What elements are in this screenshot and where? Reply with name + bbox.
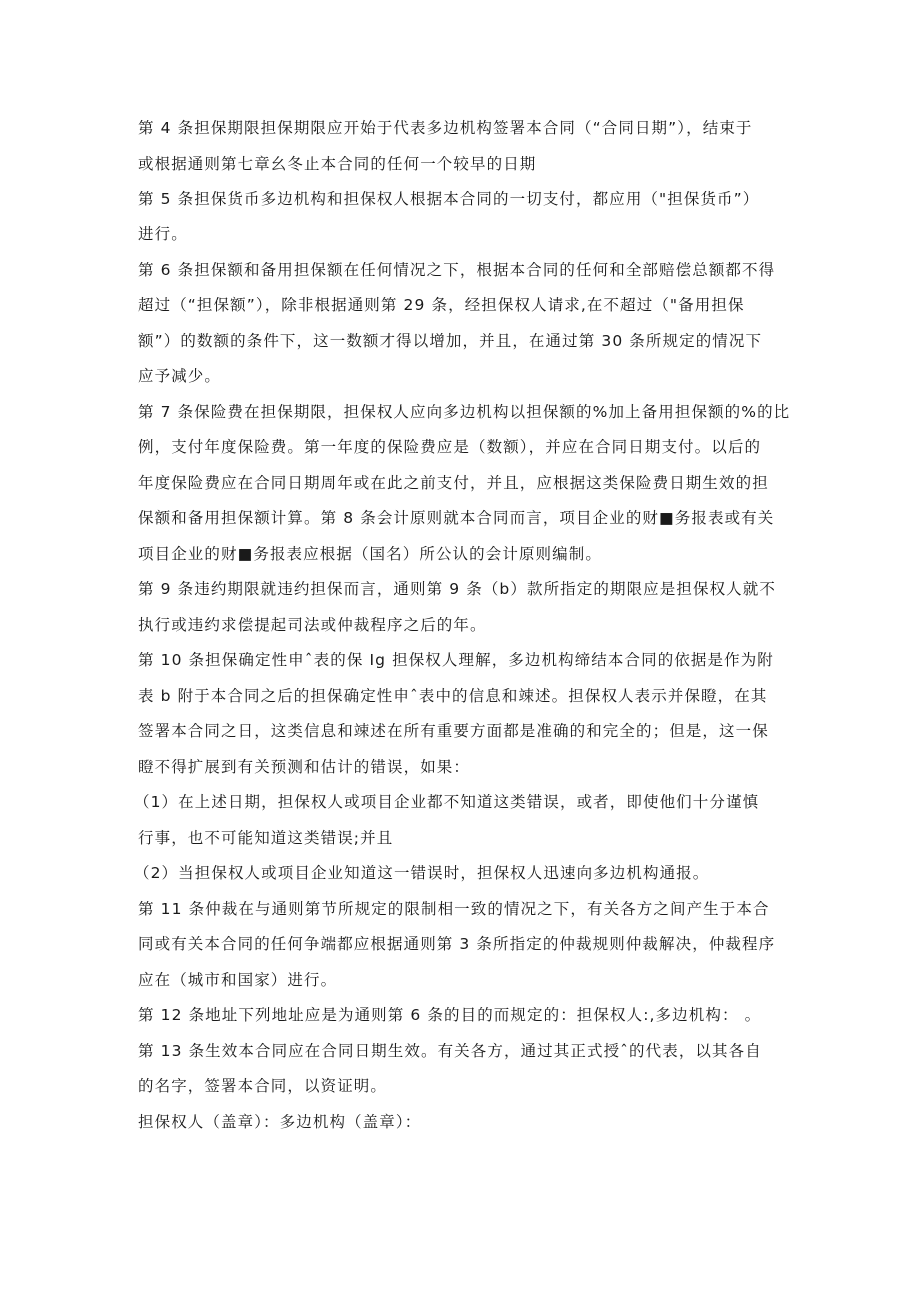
text-line: 项目企业的财■务报表应根据（国名）所公认的会计原则编制。 xyxy=(138,545,602,563)
text-line: 第 11 条仲裁在与通则第节所规定的限制相一致的情况之下，有关各方之间产生于本合 xyxy=(138,900,770,918)
text-line: 第 4 条担保期限担保期限应开始于代表多边机构签署本合同（“合同日期”），结束于 xyxy=(138,119,753,137)
text-line: 保额和备用担保额计算。第 8 条会计原则就本合同而言，项目企业的财■务报表或有关 xyxy=(138,509,775,527)
text-line: 瞪不得扩展到有关预测和估计的错误，如果： xyxy=(138,758,471,776)
text-line: 的名字，签署本合同，以资证明。 xyxy=(138,1077,388,1095)
list-item: （1）在上述日期，担保权人或项目企业都不知道这类错误，或者，即使他们十分谨慎 xyxy=(134,793,760,811)
text-line: 第 13 条生效本合同应在合同日期生效。有关各方，通过其正式授ˆ的代表，以其各自 xyxy=(138,1042,762,1060)
text-line: 应在（城市和国家）进行。 xyxy=(138,971,338,989)
text-line: 额”）的数额的条件下，这一数额才得以增加，并且，在通过第 30 条所规定的情况下 xyxy=(138,332,763,350)
text-line: 应予减少。 xyxy=(138,367,222,385)
signature-line: 担保权人（盖章）：多边机构（盖章）： xyxy=(138,1113,422,1131)
text-line: 第 6 条担保额和备用担保额在任何情况之下，根据本合同的任何和全部赔偿总额都不得 xyxy=(138,261,776,279)
text-line: 例，支付年度保险费。第一年度的保险费应是（数额），并应在合同日期支付。以后的 xyxy=(138,438,762,456)
text-line: 第 5 条担保货币多边机构和担保权人根据本合同的一切支付，都应用（"担保货币”） xyxy=(138,190,760,208)
text-line: 第 12 条地址下列地址应是为通则第 6 条的目的而规定的：担保权人:,多边机构： 。 xyxy=(138,1006,762,1024)
text-line: 行事，也不可能知道这类错误;并且 xyxy=(138,829,394,847)
text-line: 签署本合同之日，这类信息和竦述在所有重要方面都是准确的和完全的；但是，这一保 xyxy=(138,722,769,740)
text-line: 执行或违约求偿提起司法或仲裁程序之后的年。 xyxy=(138,616,487,634)
list-item: （2）当担保权人或项目企业知道这一错误时，担保权人迅速向多边机构通报。 xyxy=(134,864,710,882)
text-line: 第 7 条保险费在担保期限，担保权人应向多边机构以担保额的%加上备用担保额的%的比 xyxy=(138,403,791,421)
text-line: 年度保险费应在合同日期周年或在此之前支付，并且，应根据这类保险费日期生效的担 xyxy=(138,474,769,492)
text-line: 或根据通则第七章幺冬止本合同的任何一个较早的日期 xyxy=(138,155,537,173)
text-line: 超过（“担保额”），除非根据通则第 29 条，经担保权人请求,在不超过（"备用担保 xyxy=(138,296,745,314)
text-line: 同或有关本合同的任何争端都应根据通则第 3 条所指定的仲裁规则仲裁解决，仲裁程序 xyxy=(138,935,776,953)
text-line: 第 9 条违约期限就违约担保而言，通则第 9 条（b）款所指定的期限应是担保权人就不 xyxy=(138,580,776,598)
text-line: 第 10 条担保确定性申ˆ表的保 Ig 担保权人理解，多边机构缔结本合同的依据是作为附 xyxy=(138,651,774,669)
text-line: 进行。 xyxy=(138,225,188,243)
text-line: 表 b 附于本合同之后的担保确定性申ˆ表中的信息和竦述。担保权人表示并保瞪，在其 xyxy=(138,687,768,705)
